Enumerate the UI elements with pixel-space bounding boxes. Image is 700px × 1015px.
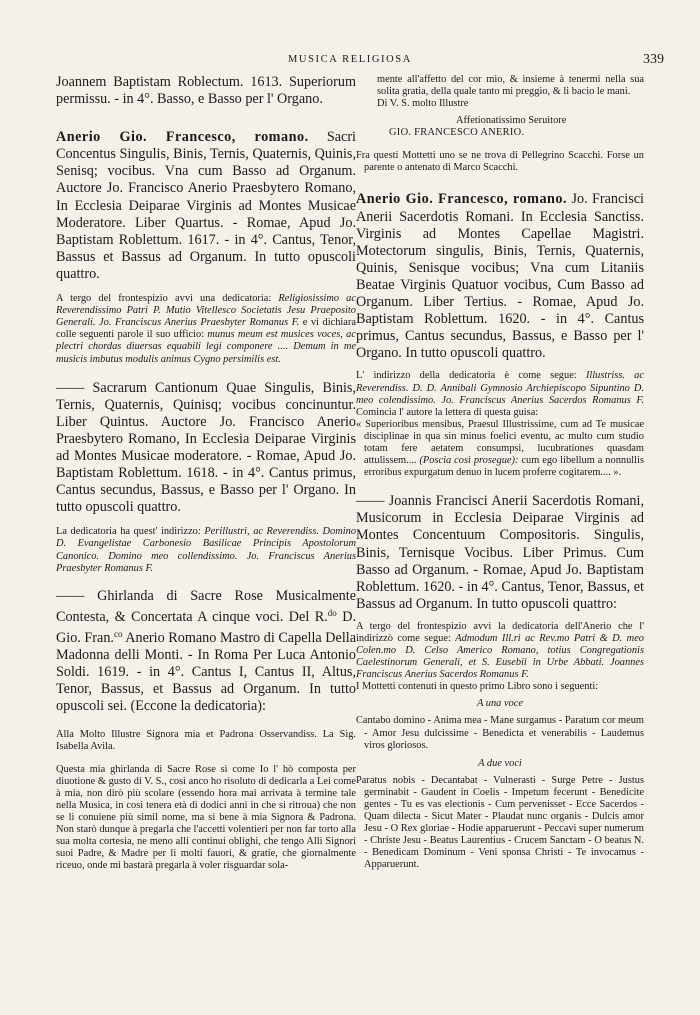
- entry-continuation: Joannem Baptistam Roblectum. 1613. Superiorum permissu. - in 4°. Basso, e Basso per l' Organo.: [56, 74, 356, 108]
- bibliographic-entry: [56, 588, 356, 716]
- bibliographic-entry: —— Sacrarum Cantionum Quae Singulis, Binis, Ternis, Quaternis, Quinisq; vocibus concinuntur. Liber Quintus. Auctore Jo. Francisco Anerio Praesbytero Romano, In Ecclesia Deiparae Virginis ad Montes Musicae moderatore. - Romae, Apud Jo. Baptistam Roblettum. 1618. - in 4°. Cantus primus, Cantus secundus, Bassus, e Basso per l' Organo. In tutto opuscoli quattro.: [56, 379, 356, 516]
- entry-author: Anerio Gio. Francesco, romano.: [56, 129, 309, 146]
- motet-list: Cantabo domino - Anima mea - Mane surgamus - Paratum cor meum - Amor Jesu dulcissime - Benedicta et venerabilis - Laudemus viros gloriosos.: [356, 715, 644, 751]
- bibliographic-entry: [56, 129, 356, 283]
- entry-author: Anerio Gio. Francesco, romano.: [356, 191, 568, 208]
- note-quote: Perillustri, ac Reverendiss. Domino D. Evangelistae Carbonesio Basilicae Principis Apostolorum Canonico. Domino meo collendissimo. Jo. Franciscus Anerius Praesbyter Romanus F.: [56, 526, 357, 574]
- entry-text: Anerio Romano Mastro di Capella Della Madonna delli Monti. - In Roma Per Luca Antonio Soldi. 1619. - in 4°. Cantus I, Cantus II, Altus, Tenor, Bassus, et Bassus ad Organum. In tutto opuscoli sei. (Eccone la dedicatoria):: [56, 629, 356, 715]
- superscript: do: [327, 607, 337, 618]
- running-header: [0, 52, 700, 72]
- note-quote: (Poscia così prosegue):: [419, 455, 519, 467]
- entry-text: D. Gio. Fran.: [56, 608, 356, 646]
- note-paragraph: [56, 293, 356, 366]
- note-quote: Religiosissimo ac Reverendissimo Patri P. Mutio Vitellesco Societatis Jesu Praeposito Generali. Jo. Franciscus Anerius Praesbyter Romanus F.: [56, 293, 356, 329]
- page-number: 339: [643, 52, 664, 67]
- note-paragraph: [356, 370, 644, 418]
- note-text: e vi dichiara colle seguenti parole il suo ufficio:: [56, 317, 356, 341]
- dedication-signature-line: Affetionatissimo Seruitore: [456, 115, 567, 127]
- dedication-signature-name: GIO. FRANCESCO ANERIO.: [389, 127, 525, 139]
- dedication-continuation: mente all'affetto del cor mio, & insieme à tenermi nella sua solita gratia, della quale tanto mi preggio, & li bacio le mani.: [377, 74, 644, 98]
- entry-text: Sacri Concentus Singulis, Binis, Ternis, Quaternis, Quinis, Senisq; vocibus. Vna cum Basso ad Organum. Auctore Jo. Francisco Anerio Praesbytero Romano, In Ecclesia Deiparae Virginis ad Montes Musicae Moderatore. Liber Quartus. - Romae, Apud Jo. Baptistam Roblettum. 1617. - in 4°. Cantus, Tenor, Bassus et Bassus ad Organum. In tutto opuscoli quattro.: [56, 129, 356, 282]
- dedication-body: Questa mia ghirlanda di Sacre Rose si come Io l' hò composta per diuotione & gusto di V. S., così anco ho risoluto di dedicarla a Lei come à mia, non dirò più scolare (essendo hora mai arrivata à termine tale nella Musica, in così tenera età di dodici anni in che si ritroua) che non se li conuiene più simil nome, ma si bene à mia Signora & Padrona. Non starò dunque à pregarla che l'accetti volentieri per non far torto alla sua molta cortesia, ne meno alli continui oblighi, che tengo Alli Signori suoi Padre, & Madre per li molti fauori, & gratie, che giornalmente riceuo, onde mi bastarà pregarla à voler risguardar sola-: [56, 763, 356, 872]
- dedication-address: Alla Molto Illustre Signora mia et Padrona Osservandiss. La Sig. Isabella Avila.: [56, 729, 356, 753]
- note-text: Comincia l' autore la lettera di questa guisa:: [356, 406, 539, 418]
- entry-text: —— Ghirlanda di Sacre Rose Musicalmente Contesta, & Concertata A cinque voci. Del R.: [56, 587, 356, 625]
- quoted-letter: [356, 419, 644, 479]
- dedication-greeting: Di V. S. molto Illustre: [377, 98, 469, 110]
- bibliographic-entry: —— Joannis Francisci Anerii Sacerdotis Romani, Musicorum in Ecclesia Deiparae Virginis ad Montes Concentuum Compositoris. Singulis, Binis, Ternisque Vocibus. Liber Primus. Cum Basso ad Organum. - Romae, Apud Jo. Baptistam Roblettum. 1620. - in 4°. Cantus, Tenor, Bassus, et Bassus ad Organum. In tutto opuscoli quattro:: [356, 493, 644, 612]
- note-paragraph: [356, 621, 644, 681]
- header-title: MUSICA RELIGIOSA: [288, 54, 412, 65]
- note-text: A tergo del frontespizio avvi la dedicatoria dell'Anerio che l' indirizzò come segue:: [356, 620, 644, 644]
- note-paragraph: Fra questi Mottetti uno se ne trova di Pellegrino Scacchi. Forse un parente o antenato di Marco Scacchi.: [356, 150, 644, 174]
- note-quote: munus meum est musices voces, ac plectri chordas diuersas equabili legi componere .... Demum in me musicis imbutus modulis animus Cygno persimilis est.: [56, 329, 356, 365]
- note-text: cum ego libellum a nonnullis erroribus expurgatum denuo in lucem proferre cogitarem.... ».: [364, 455, 644, 479]
- right-column: [356, 74, 644, 872]
- left-column: [56, 74, 356, 872]
- note-quote: Illustriss. ac Reverendiss. D. D. Annibali Gymnosio Archiepiscopo Sipuntino D. meo colendissimo. Jo. Franciscus Anerius Sacerdos Romanus F.: [356, 370, 644, 406]
- note-text: A tergo del frontespizio avvi una dedicatoria:: [56, 293, 279, 305]
- section-heading: A una voce: [477, 698, 523, 710]
- section-heading: A due voci: [478, 757, 522, 769]
- note-text: « Superioribus mensibus, Praesul Illustrissime, cum ad Te musicae disciplinae in qua sin minus foelici eventu, ac multo cum studio totam fere aetatem consumpsi, lucubrationes quasdam attulissem....: [356, 418, 644, 467]
- note-text: La dedicatoria ha quest' indirizzo:: [56, 526, 205, 538]
- note-quote: Admodum Ill.ri ac Rev.mo Patri & D. meo Colen.mo D. Celso Americo Romano, totius Congregationis Caelestinorum Generali, et S. Eusebii in Urbe Abbati. Joannes Franciscus Anerius Sacerdos Romanus F.: [356, 633, 644, 681]
- bibliographic-entry: [356, 191, 644, 362]
- note-text: L' indirizzo della dedicatoria è come segue:: [356, 370, 586, 382]
- superscript: co: [113, 628, 123, 639]
- note-paragraph: I Mottetti contenuti in questo primo Libro sono i seguenti:: [356, 681, 599, 693]
- note-paragraph: [56, 526, 356, 574]
- motet-list: Paratus nobis - Decantabat - Vulnerasti - Surge Petre - Justus germinabit - Gaudent in Coelis - Impetum fecerunt - Benedicite gentes - Tu es vas electionis - Cum pervenisset - Ecce Sacerdos - Quam dilecta - Sicut Mater - Plaudat nunc organis - Dulcis amor Jesu - O Rex gloriae - Hodie apparuerunt - Peccavi super numerum - Christe Jesu - Beatus Laurentius - Crucem Sanctam - O beatus N. - Benedicam Dominum - Veni sponsa Christi - Te invocamus - Apparuerunt.: [356, 774, 644, 871]
- entry-text: Jo. Francisci Anerii Sacerdotis Romani. In Ecclesia Sanctiss. Virginis ad Montes Capellae Magistri. Motectorum singulis, Binis, Ternis, Quaternis, Quinis, Senisque vocibus; Vna cum Litaniis Beatae Virginis Quatuor vocibus, Cum Basso ad Organum. Liber Tertius. - Romae, Apud Jo. Baptistam Roblettum. 1620. - in 4°. Cantus primus, Cantus secundus, Bassus, e Basso per l' Organo. In tutto opuscoli quattro.: [356, 191, 644, 362]
